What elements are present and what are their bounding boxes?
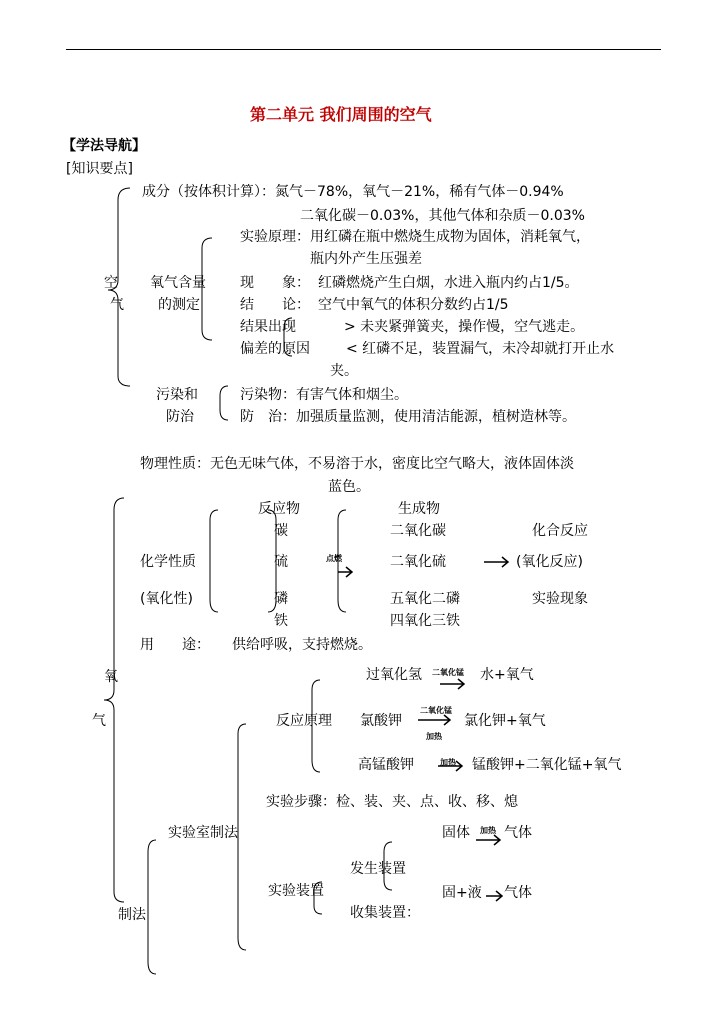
steps: 实验步骤：检、装、夹、点、收、移、熄 — [266, 794, 518, 810]
error-lt-2: 夹。 — [330, 363, 358, 379]
phenomenon-label: 现 象： — [240, 275, 310, 291]
generator: 发生装置 — [350, 861, 406, 877]
product-fe3o4: 四氧化三铁 — [390, 613, 460, 629]
ignite-label: 点燃 — [326, 554, 342, 563]
oxygen-brace — [104, 498, 124, 902]
physical-1: 物理性质：无色无味气体，不易溶于水，密度比空气略大，液体固体淡 — [140, 456, 574, 472]
products-header: 生成物 — [398, 501, 440, 517]
arrow-r2 — [418, 715, 450, 725]
page-title: 第二单元 我们周围的空气 — [250, 105, 432, 124]
reactant-iron: 铁 — [274, 613, 288, 629]
air-label-2: 气 — [110, 297, 124, 313]
arrow-oxidation — [484, 557, 508, 567]
product-co2: 二氧化碳 — [390, 523, 446, 539]
prevention: 防 治：加强质量监测，使用清洁能源，植树造林等。 — [240, 409, 576, 425]
error-2: 偏差的原因 — [240, 341, 310, 357]
air-label-1: 空 — [104, 275, 118, 291]
product-p2o5: 五氧化二磷 — [390, 591, 460, 607]
pollution-brace — [220, 386, 228, 420]
chem-prop-2: (氧化性) — [140, 591, 193, 607]
experiment-phenomenon: 实验现象 — [532, 591, 588, 607]
arrow-solid-liquid — [486, 891, 502, 901]
oxidation: (氧化反应) — [516, 554, 583, 570]
r2-condition-bottom: 加热 — [426, 732, 442, 741]
arrow-r1 — [440, 679, 464, 689]
oxygen-label-2: 气 — [92, 713, 106, 729]
pollutant: 污染物：有害气体和烟尘。 — [240, 387, 408, 403]
reactants-header: 反应物 — [258, 501, 300, 517]
pollution-2: 防治 — [166, 409, 194, 425]
pollution-1: 污染和 — [156, 387, 198, 403]
lab-prep: 实验室制法 — [168, 825, 238, 841]
r2-condition-top: 二氧化锰 — [420, 706, 452, 715]
collector: 收集装置： — [350, 905, 420, 921]
r3-reactant: 高锰酸钾 — [358, 757, 414, 773]
combination: 化合反应 — [532, 523, 588, 539]
reaction-principle: 反应原理 — [276, 713, 332, 729]
section-heading: 【学法导航】 — [62, 138, 146, 154]
oxygen-label-1: 氧 — [104, 669, 118, 685]
arrow-ignite — [338, 567, 352, 577]
prep-brace — [148, 840, 156, 974]
reactant-sulfur: 硫 — [274, 554, 288, 570]
arrow-solid — [476, 835, 500, 845]
error-gt: > 未夹紧弹簧夹，操作慢，空气逃走。 — [344, 319, 585, 335]
conclusion-label: 结 论： — [240, 297, 310, 313]
r2-reactant: 氯酸钾 — [360, 713, 402, 729]
r1-reactant: 过氧化氢 — [366, 667, 422, 683]
prep-label: 制法 — [118, 907, 146, 923]
oxygen-measure-1: 氧气含量 — [150, 275, 206, 291]
product-so2: 二氧化硫 — [390, 554, 446, 570]
air-composition-2: 二氧化碳－0.03%，其他气体和杂质－0.03% — [300, 208, 585, 224]
r3-products: 锰酸钾+二氧化锰+氧气 — [472, 757, 622, 773]
r1-products: 水+氧气 — [480, 667, 534, 683]
r3-condition: 加热 — [440, 758, 456, 767]
conclusion: 空气中氧气的体积分数约占1/5 — [318, 297, 509, 313]
r1-condition: 二氧化锰 — [432, 668, 464, 677]
heat-label: 加热 — [480, 826, 496, 835]
use: 供给呼吸，支持燃烧。 — [232, 637, 372, 653]
principle-1: 实验原理：用红磷在瓶中燃烧生成物为固体，消耗氧气， — [240, 229, 590, 245]
principle-2: 瓶内外产生压强差 — [310, 251, 422, 267]
air-composition-1: 成分（按体积计算）：氮气－78%，氧气－21%，稀有气体－0.94% — [142, 184, 564, 200]
use-label: 用 途： — [140, 637, 210, 653]
error-lt: < 红磷不足，装置漏气，未冷却就打开止水 — [346, 341, 615, 357]
apparatus: 实验装置 — [268, 883, 324, 899]
reactant-phosphorus: 磷 — [274, 591, 288, 607]
phenomenon: 红磷燃烧产生白烟，水进入瓶内约占1/5。 — [318, 275, 579, 291]
solid: 固体 — [442, 825, 470, 841]
reactant-brace — [210, 510, 218, 612]
reactant-carbon: 碳 — [274, 523, 288, 539]
subheading: [知识要点] — [66, 161, 133, 177]
chem-prop-1: 化学性质 — [140, 554, 196, 570]
gas-2: 气体 — [504, 885, 532, 901]
error-1: 结果出现 — [240, 319, 296, 335]
gas: 气体 — [504, 825, 532, 841]
r2-products: 氯化钾+氧气 — [464, 713, 546, 729]
oxygen-measure-2: 的测定 — [158, 297, 200, 313]
solid-liquid: 固+液 — [442, 885, 482, 901]
physical-2: 蓝色。 — [328, 479, 370, 495]
lab-brace — [238, 724, 246, 950]
